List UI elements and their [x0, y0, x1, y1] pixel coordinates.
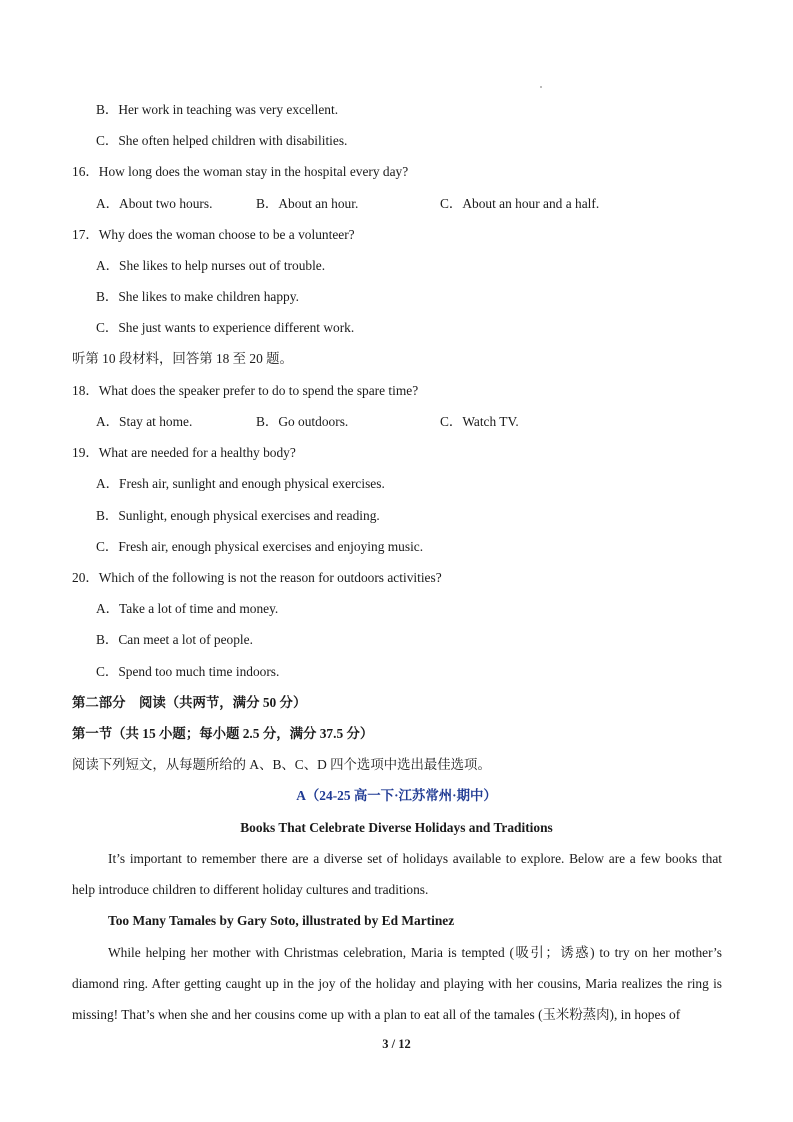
q18-option-c: C．Watch TV. [440, 414, 519, 429]
book1-paragraph [72, 937, 722, 1031]
q19-option-b: B．Sunlight, enough physical exercises and reading. [96, 508, 380, 523]
q18-option-a: A．Stay at home. [96, 414, 193, 429]
q19-option-a: A．Fresh air, sunlight and enough physical exercises. [96, 476, 385, 491]
q16-option-c: C．About an hour and a half. [440, 196, 600, 211]
q17-option-b: B．She likes to make children happy. [96, 289, 299, 304]
q16-stem: 16．How long does the woman stay in the hospital every day? [72, 164, 409, 179]
book1-title: Too Many Tamales by Gary Soto, illustrated by Ed Martinez [108, 913, 455, 928]
part2-section1: 第一节（共 15 小题；每小题 2.5 分，满分 37.5 分） [72, 726, 374, 741]
q20-stem: 20．Which of the following is not the reason for outdoors activities? [72, 570, 442, 585]
page-number: 3 / 12 [382, 1037, 411, 1051]
q16-option-a: A．About two hours. [96, 196, 213, 211]
part2-title: 第二部分 阅读（共两节，满分 50 分） [72, 695, 307, 710]
q17-option-c: C．She just wants to experience different work. [96, 320, 355, 335]
q18-stem: 18．What does the speaker prefer to do to spend the spare time? [72, 383, 419, 398]
passage-a-title: Books That Celebrate Diverse Holidays and Traditions [240, 820, 553, 835]
part2-instruction: 阅读下列短文，从每题所给的 A、B、C、D 四个选项中选出最佳选项。 [72, 757, 491, 772]
q20-option-c: C．Spend too much time indoors. [96, 664, 280, 679]
q19-stem: 19．What are needed for a healthy body? [72, 445, 296, 460]
q15-option-b: B．Her work in teaching was very excellent. [96, 102, 339, 117]
q17-stem: 17．Why does the woman choose to be a volunteer? [72, 227, 355, 242]
q16-option-b: B．About an hour. [256, 196, 359, 211]
passage-a-intro-text: It’s important to remember there are a diverse set of holidays available to explore. Below are a few books that help introduce children to different holiday cultures and traditions. [72, 851, 722, 898]
passage-a-label: A（24-25 高一下·江苏常州·期中） [296, 788, 497, 803]
section10-instruction: 听第 10 段材料，回答第 18 至 20 题。 [72, 351, 293, 366]
q19-option-c: C．Fresh air, enough physical exercises and enjoying music. [96, 539, 424, 554]
q17-option-a: A．She likes to help nurses out of trouble. [96, 258, 326, 273]
q20-option-a: A．Take a lot of time and money. [96, 601, 279, 616]
passage-a-intro [72, 843, 722, 905]
q18-option-b: B．Go outdoors. [256, 414, 349, 429]
q20-option-b: B．Can meet a lot of people. [96, 632, 253, 647]
book1-text: While helping her mother with Christmas celebration, Maria is tempted (吸引；诱惑) to try on her mother’s diamond ring. After getting caught up in the joy of the holiday and playing with her cousins, Maria realizes the ring is missing! That’s when she and her cousins come up with a plan to eat all of the tamales (玉米粉蒸肉), in hopes of [72, 945, 722, 1023]
q15-option-c: C．She often helped children with disabilities. [96, 133, 348, 148]
scan-speck [540, 86, 542, 88]
